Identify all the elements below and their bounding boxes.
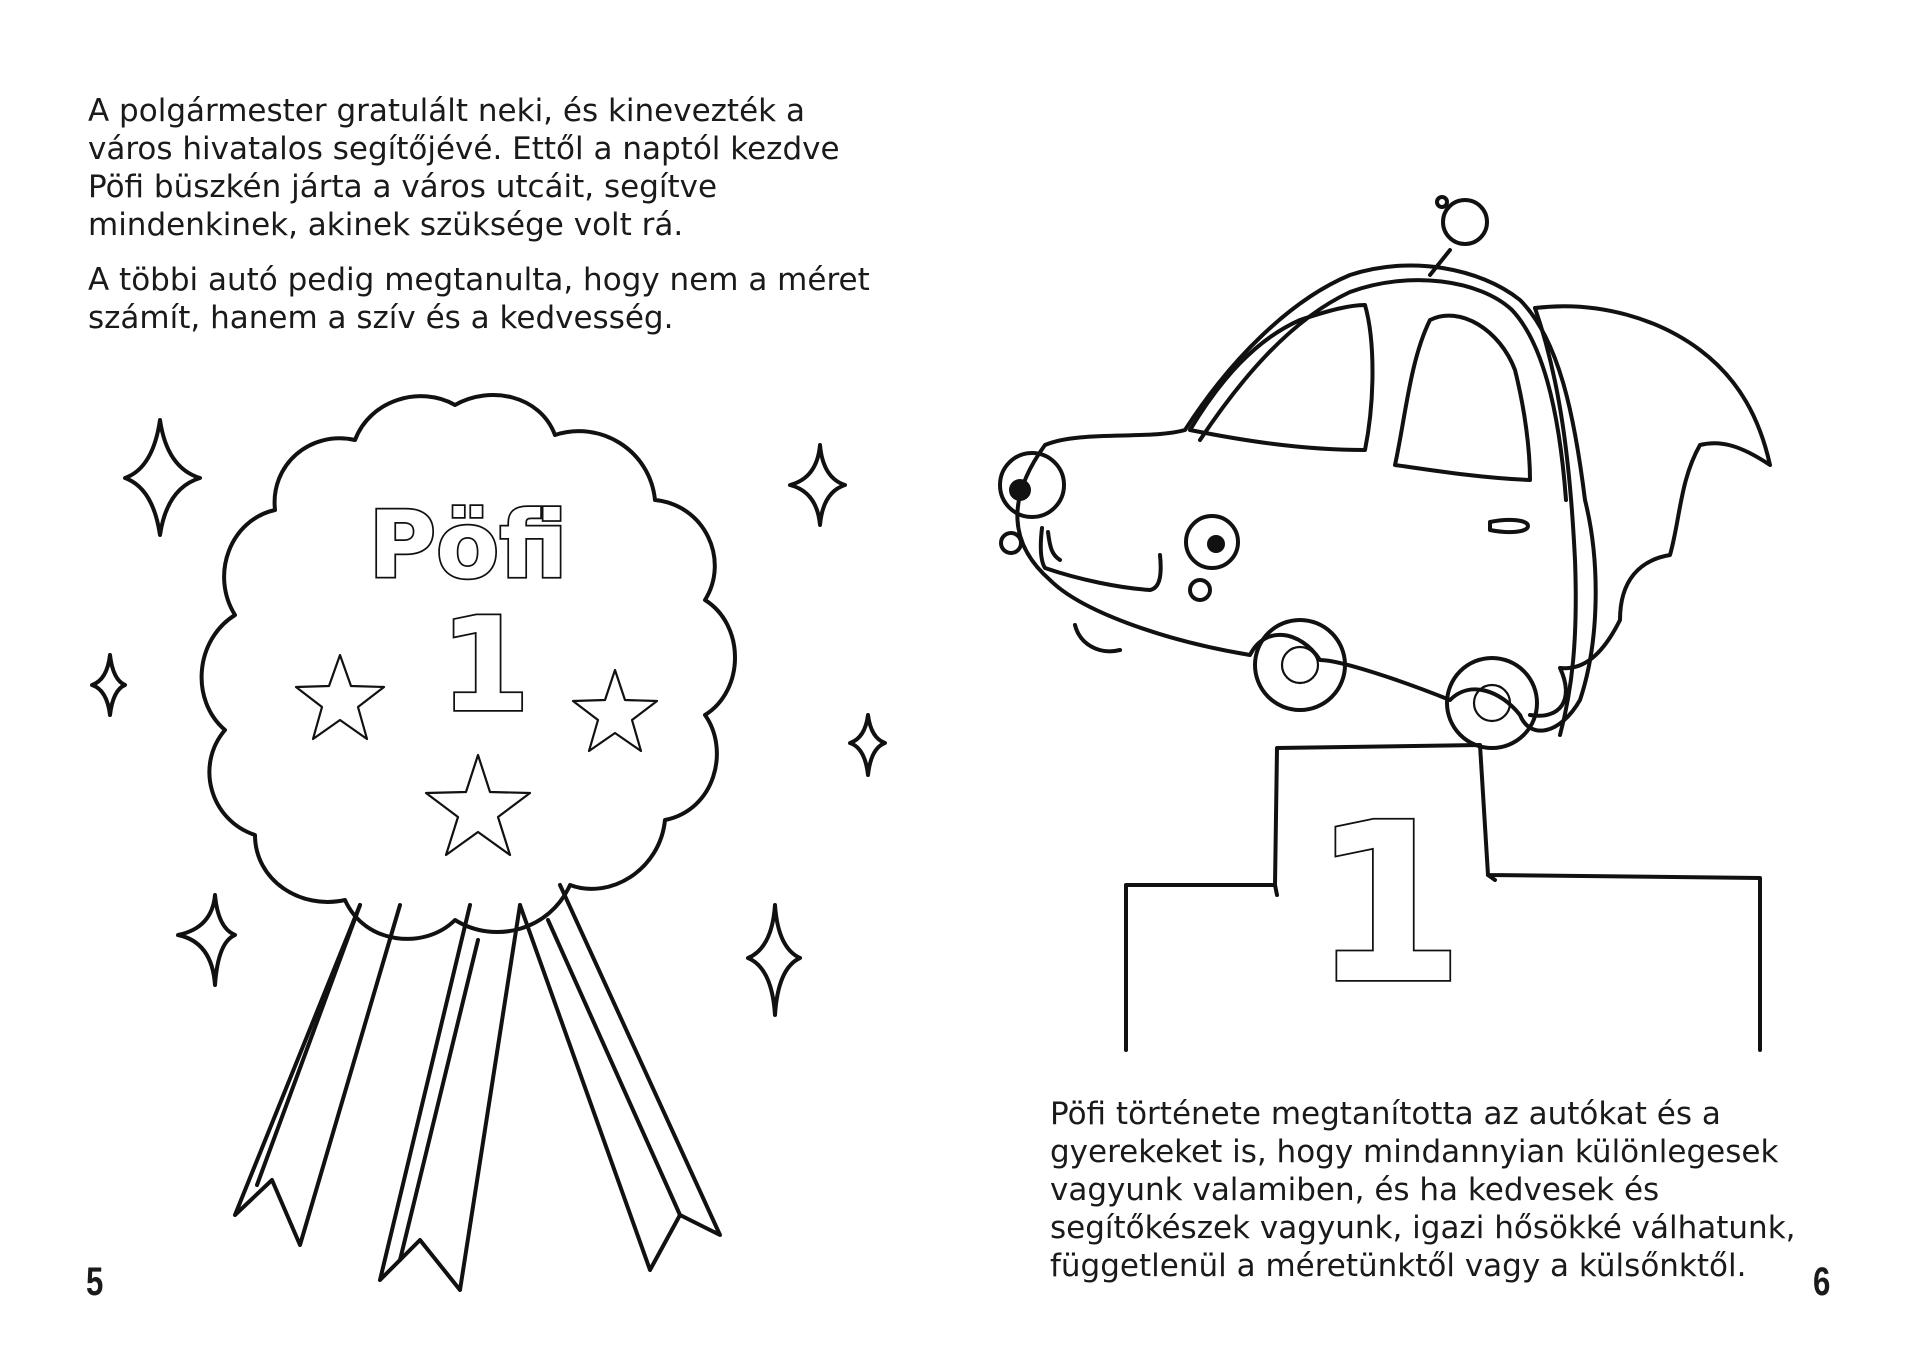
rosette-ribbons bbox=[235, 885, 720, 1290]
star-icon bbox=[573, 670, 657, 751]
rosette-illustration bbox=[202, 395, 735, 939]
page-number-right: 6 bbox=[1813, 1260, 1831, 1304]
star-icon bbox=[426, 755, 530, 855]
rosette-name: Pöfi bbox=[368, 492, 568, 599]
sparkle-icon bbox=[125, 420, 200, 535]
sparkle-icon bbox=[748, 905, 800, 1015]
sparkle-icon bbox=[850, 715, 885, 775]
star-icon bbox=[296, 655, 384, 739]
left-paragraph-1: A polgármester gratulált neki, és kinevezték a város hivatalos segítőjévé. Ettől a naptól kezdve Pöfi büszkén járta a város utcáit, segítve mindenkinek, akinek szüksége volt rá. bbox=[88, 93, 840, 243]
rosette-rank: 1 bbox=[439, 589, 531, 741]
right-paragraph: Pöfi története megtanította az autókat és a gyerekeket is, hogy mindannyian különlegesek vagyunk valamiben, és ha kedvesek és segítőkészek vagyunk, igazi hősökké válhatunk, függetlenül a méretünktől vagy a külsőnktől. bbox=[1050, 1096, 1796, 1284]
sparkle-icon bbox=[92, 655, 125, 715]
left-paragraph-2: A többi autó pedig megtanulta, hogy nem a méret számít, hanem a szív és a kedvesség. bbox=[88, 262, 870, 336]
cape-illustration bbox=[1530, 306, 1770, 735]
podium-rank: 1 bbox=[1311, 776, 1465, 1032]
sparkle-icon bbox=[790, 445, 845, 525]
car-illustration bbox=[1000, 197, 1596, 748]
podium-illustration bbox=[1126, 745, 1760, 1050]
sparkle-icon bbox=[178, 895, 235, 985]
page-number-left: 5 bbox=[86, 1260, 104, 1304]
